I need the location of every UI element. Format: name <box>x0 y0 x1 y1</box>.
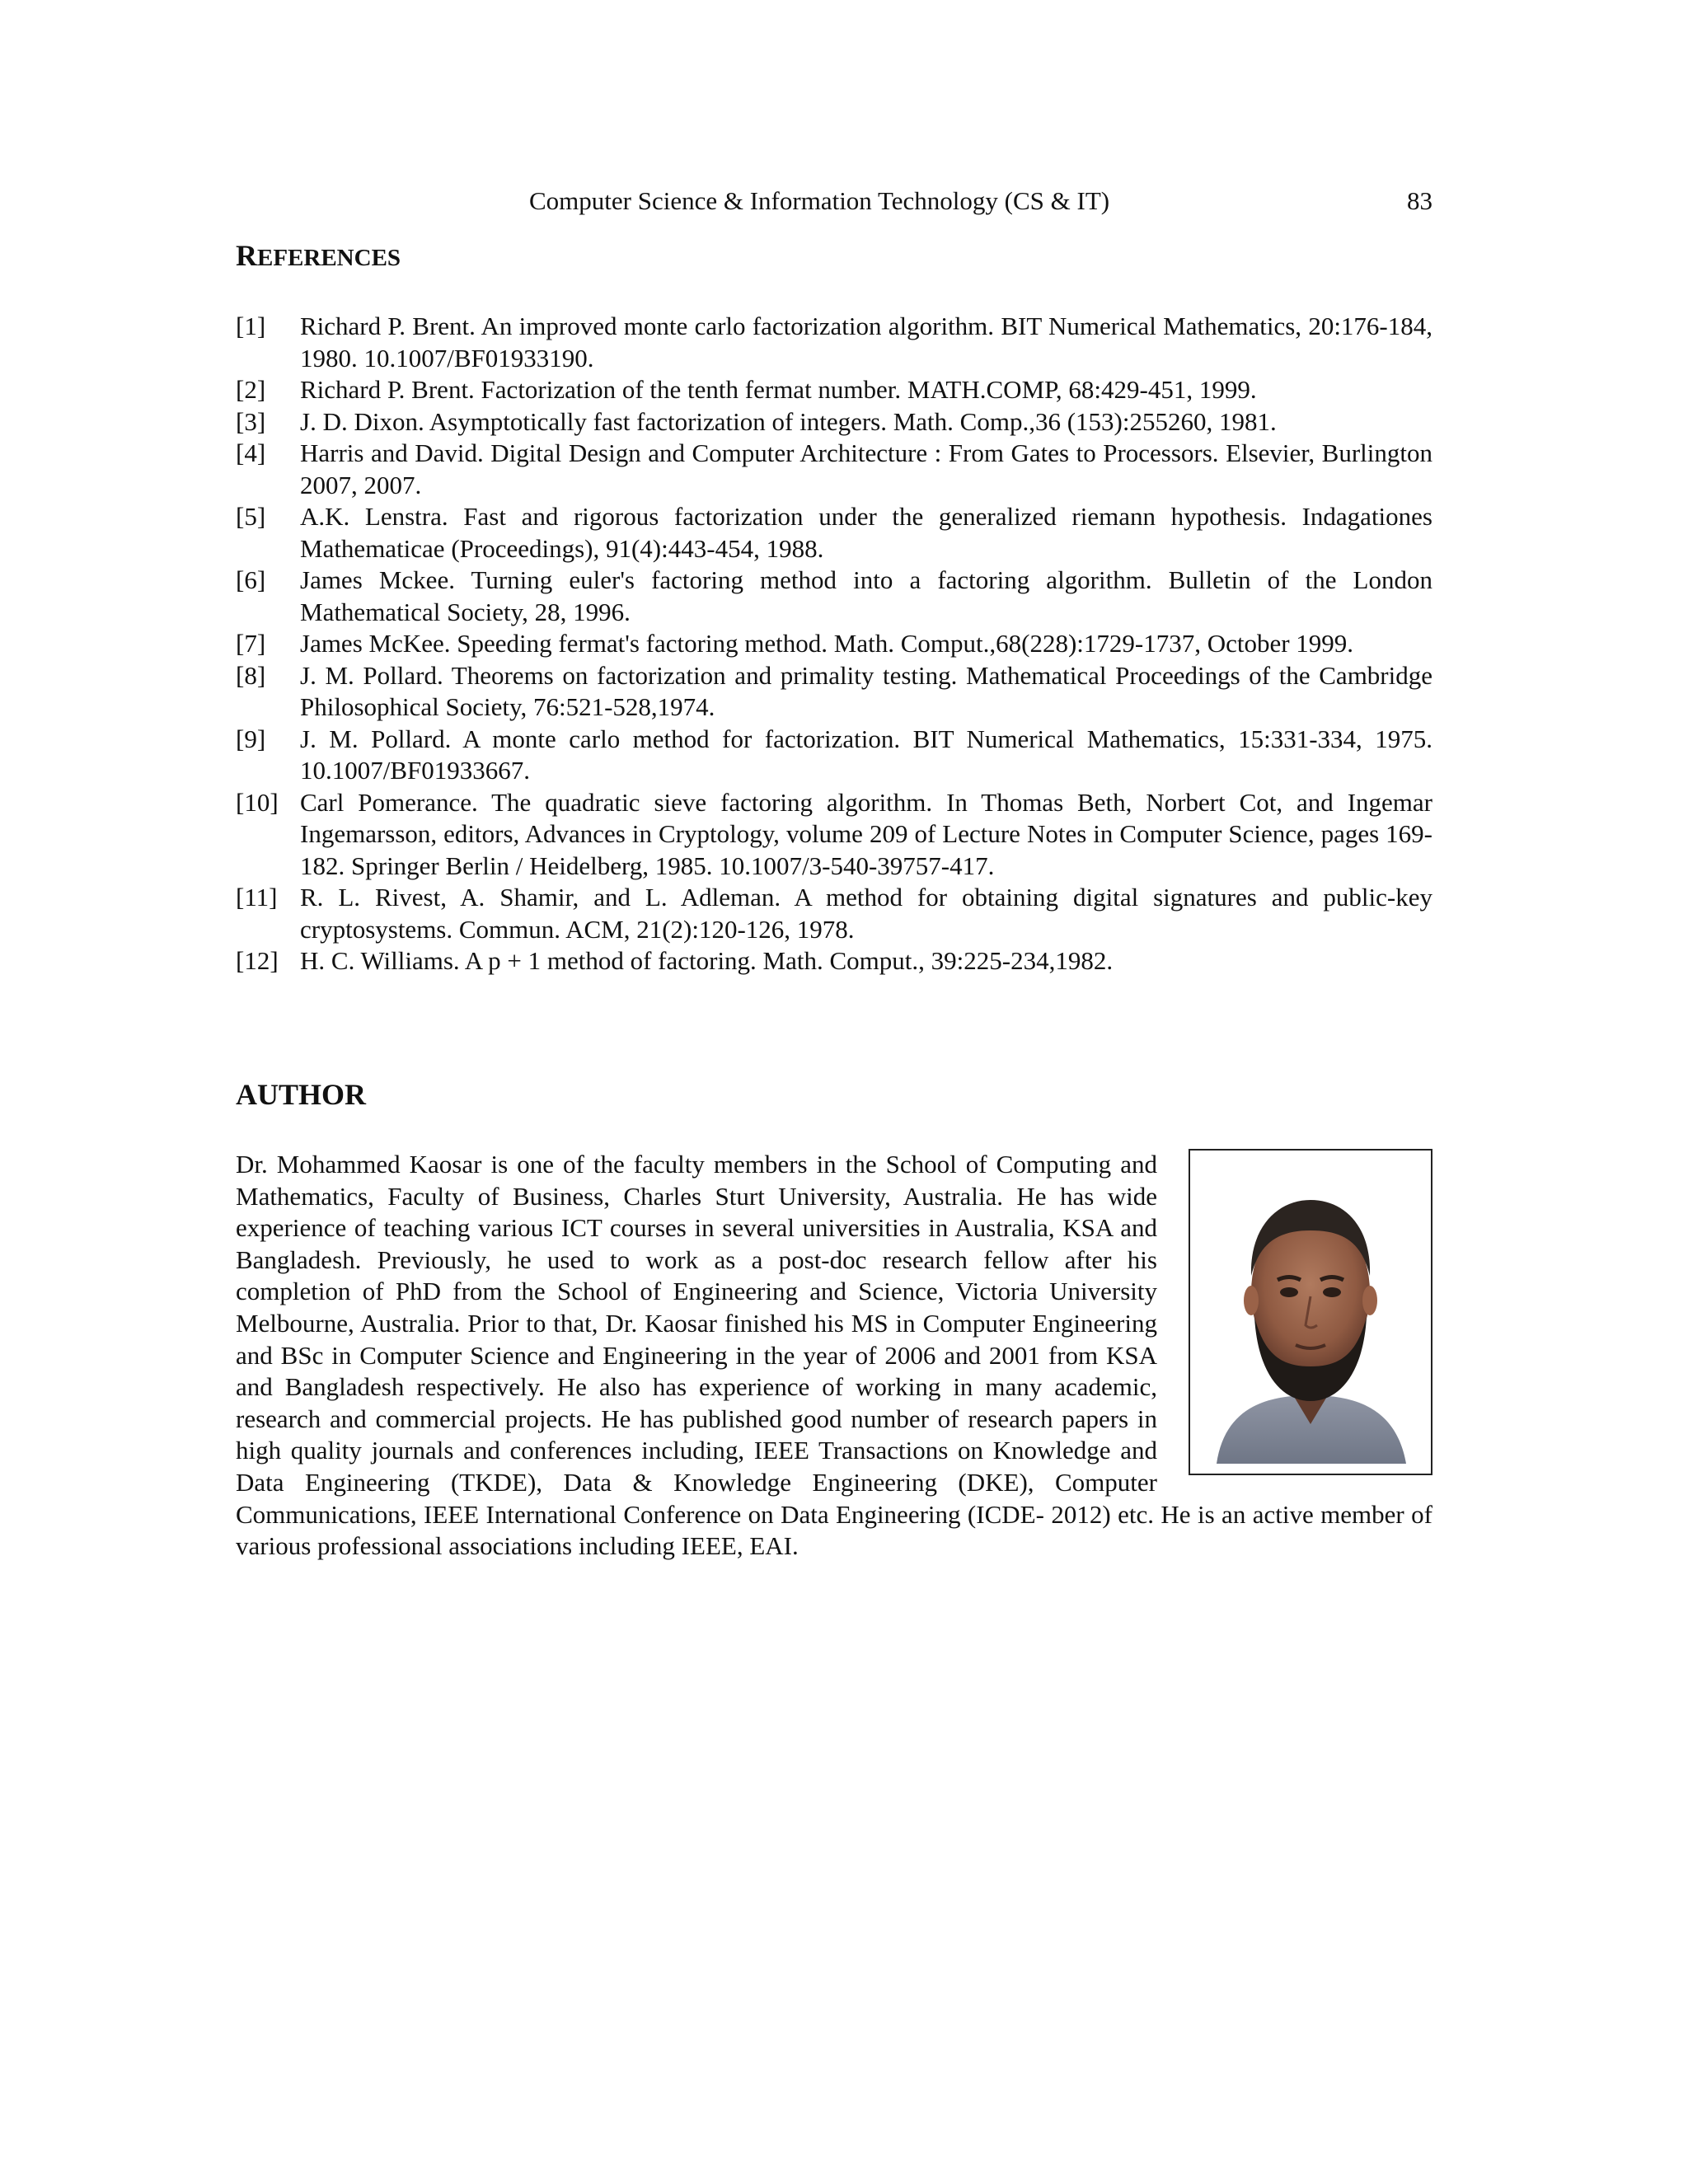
references-heading-initial: R <box>236 239 257 272</box>
reference-item <box>236 882 1432 945</box>
reference-number: [3] <box>236 406 266 436</box>
reference-number: [2] <box>236 375 266 404</box>
author-photo <box>1189 1149 1432 1475</box>
reference-number: [7] <box>236 629 266 658</box>
reference-item <box>236 660 1432 724</box>
reference-number: [4] <box>236 438 266 467</box>
author-bio-text: Dr. Mohammed Kaosar is one of the faculty members in the School of Computing and Mathematics, Faculty of Business, Charles Sturt University, Australia. He has wide experience of teaching various ICT courses in several universities in Australia, KSA and Bangladesh. Previously, he used to work as a post-doc research fellow after his completion of PhD from the School of Engineering and Science, Victoria University Melbourne, Australia. Prior to that, Dr. Kaosar finished his MS in Computer Engineering and BSc in Computer Science and Engineering in the year of 2006 and 2001 from KSA and Bangladesh respectively. He also has experience of working in many academic, research and commercial projects. He has published good number of research papers in high quality journals and conferences including, IEEE Transactions on Knowledge and Data Engineering (TKDE), Data & Knowledge Engineering (DKE), Computer Communications, IEEE International Conference on Data Engineering (ICDE- 2012) etc. He is an active member of various professional associations including IEEE, EAI. <box>236 1150 1432 1561</box>
reference-number: [1] <box>236 312 266 340</box>
reference-number: [8] <box>236 660 266 690</box>
reference-number: [5] <box>236 502 266 531</box>
reference-item <box>236 724 1432 787</box>
reference-text: James Mckee. Turning euler's factoring method into a factoring algorithm. Bulletin of the London Mathematical Society, 28, 1996. <box>300 565 1432 626</box>
reference-text: H. C. Williams. A p + 1 method of factoring. Math. Comput., 39:225-234,1982. <box>300 946 1114 975</box>
author-portrait-image <box>1200 1160 1421 1464</box>
references-heading-rest: EFERENCES <box>257 245 401 271</box>
reference-item <box>236 501 1432 565</box>
reference-number: [10] <box>236 787 279 817</box>
document-page <box>236 0 1432 2184</box>
references-heading <box>236 237 401 276</box>
reference-text: Carl Pomerance. The quadratic sieve factoring algorithm. In Thomas Beth, Norbert Cot, and Ingemar Ingemarsson, editors, Advances in Cryptology, volume 209 of Lecture Notes in Computer Science, pages 169-182. Springer Berlin / Heidelberg, 1985. 10.1007/3-540-39757-417. <box>300 787 1432 880</box>
page-number: 83 <box>1407 186 1432 215</box>
reference-text: Richard P. Brent. Factorization of the tenth fermat number. MATH.COMP, 68:429-451, 1999. <box>300 375 1257 404</box>
journal-title: Computer Science & Information Technology (CS & IT) <box>529 186 1110 215</box>
reference-item <box>236 374 1432 406</box>
reference-text: A.K. Lenstra. Fast and rigorous factorization under the generalized riemann hypothesis. Indagationes Mathematicae (Proceedings), 91(4):443-454, 1988. <box>300 502 1432 563</box>
running-header <box>236 185 1432 218</box>
reference-item <box>236 787 1432 883</box>
reference-text: Harris and David. Digital Design and Computer Architecture : From Gates to Processors. Elsevier, Burlington 2007, 2007. <box>300 438 1432 499</box>
reference-item <box>236 565 1432 628</box>
reference-item <box>236 438 1432 501</box>
reference-number: [12] <box>236 946 279 975</box>
author-bio <box>236 1149 1432 1563</box>
reference-text: Richard P. Brent. An improved monte carlo factorization algorithm. BIT Numerical Mathematics, 20:176-184, 1980. 10.1007/BF01933190. <box>300 312 1432 373</box>
reference-item <box>236 311 1432 374</box>
reference-text: J. D. Dixon. Asymptotically fast factorization of integers. Math. Comp.,36 (153):255260, 1981. <box>300 406 1277 436</box>
reference-item <box>236 945 1432 977</box>
reference-text: J. M. Pollard. A monte carlo method for factorization. BIT Numerical Mathematics, 15:331-334, 1975. 10.1007/BF01933667. <box>300 724 1432 785</box>
reference-text: James McKee. Speeding fermat's factoring method. Math. Comput.,68(228):1729-1737, October 1999. <box>300 629 1354 658</box>
reference-number: [6] <box>236 565 266 594</box>
reference-list <box>236 311 1432 977</box>
reference-number: [9] <box>236 724 266 753</box>
reference-number: [11] <box>236 883 278 912</box>
reference-text: R. L. Rivest, A. Shamir, and L. Adleman. A method for obtaining digital signatures and public-key cryptosystems. Commun. ACM, 21(2):120-126, 1978. <box>300 883 1432 944</box>
reference-text: J. M. Pollard. Theorems on factorization and primality testing. Mathematical Proceedings of the Cambridge Philosophical Society, 76:521-528,1974. <box>300 660 1432 721</box>
reference-item <box>236 406 1432 438</box>
author-heading: AUTHOR <box>236 1078 367 1111</box>
reference-item <box>236 628 1432 660</box>
